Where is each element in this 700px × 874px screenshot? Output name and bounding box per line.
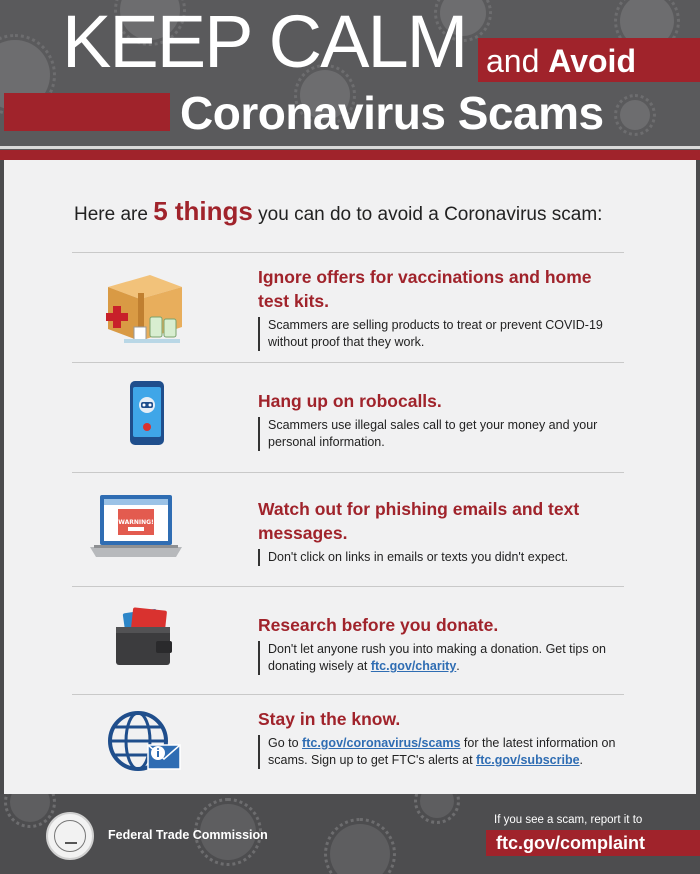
header-banner <box>0 0 700 160</box>
intro-text: Here are 5 things you can do to avoid a Coronavirus scam: <box>74 196 603 226</box>
tip-description: Don't let anyone rush you into making a donation. Get tips on donating wisely at ftc.gov/charity. <box>258 641 618 675</box>
headline-keep-calm: KEEP CALM <box>62 0 467 83</box>
tip-item <box>72 362 624 472</box>
wallet-icon <box>94 607 194 687</box>
tip-text <box>258 265 618 351</box>
tip-text <box>258 613 618 675</box>
complaint-link[interactable]: ftc.gov/complaint <box>496 833 646 853</box>
ftc-charity-link[interactable]: ftc.gov/charity <box>370 659 457 673</box>
headline-coronavirus-scams: Coronavirus Scams <box>180 87 604 139</box>
tip-title: Ignore offers for vaccinations and home test kits. <box>258 267 592 311</box>
phishing-laptop-icon <box>86 491 186 571</box>
headline-and-avoid: and Avoid <box>486 43 636 79</box>
divider <box>0 146 700 149</box>
ftc-subscribe-link[interactable]: ftc.gov/subscribe <box>476 753 580 767</box>
tip-text <box>258 497 618 566</box>
divider <box>0 150 700 160</box>
virus-decoration <box>10 794 50 822</box>
tip-description: Go to ftc.gov/coronavirus/scams for the latest information on scams. Sign up to get FTC's alerts at ftc.gov/subscribe. <box>258 735 618 769</box>
virus-decoration <box>620 100 650 130</box>
tip-item <box>72 252 624 362</box>
warning-label: WARNING! <box>118 519 154 526</box>
tip-title: Hang up on robocalls. <box>258 391 442 411</box>
agency-name: Federal Trade Commission <box>108 828 268 842</box>
globe-mail-icon <box>94 709 194 789</box>
tip-title: Research before you donate. <box>258 615 499 635</box>
virus-decoration <box>330 824 390 874</box>
tip-description: Scammers are selling products to treat or prevent COVID-19 without proof that they work. <box>258 317 618 351</box>
tip-description: Don't click on links in emails or texts you didn't expect. <box>258 549 618 566</box>
tip-title: Watch out for phishing emails and text messages. <box>258 499 580 543</box>
tip-description: Scammers use illegal sales call to get your money and your personal information. <box>258 417 618 451</box>
medical-box-icon <box>94 265 194 345</box>
tip-title: Stay in the know. <box>258 709 401 729</box>
report-text: If you see a scam, report it to <box>494 814 643 826</box>
robocall-phone-icon <box>94 379 194 459</box>
ftc-seal-icon <box>46 812 94 860</box>
footer <box>0 794 700 874</box>
tip-item <box>72 694 624 794</box>
tip-text <box>258 389 618 451</box>
main-content <box>4 160 696 794</box>
tip-text <box>258 707 618 769</box>
ftc-coronavirus-scams-link[interactable]: ftc.gov/coronavirus/scams <box>302 736 461 750</box>
tip-item <box>72 472 624 586</box>
tip-item <box>72 586 624 694</box>
virus-decoration <box>420 794 454 818</box>
red-band-left <box>4 93 170 131</box>
